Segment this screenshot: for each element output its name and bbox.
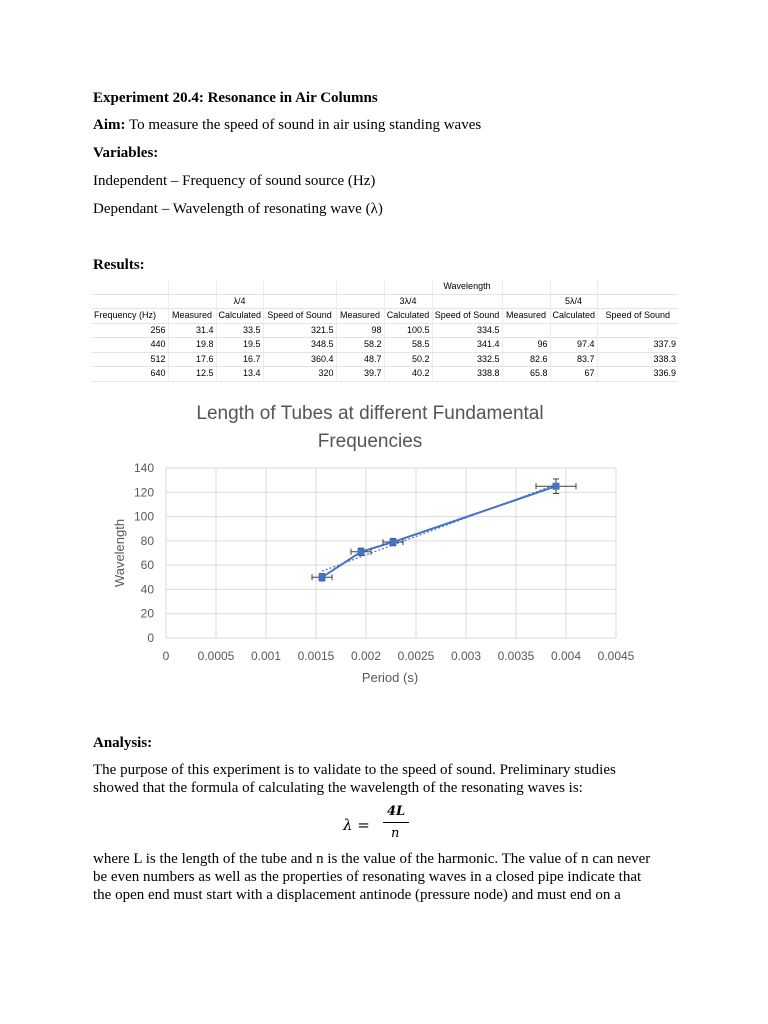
table-column-header: Calculated (216, 309, 263, 324)
table-cell (502, 323, 550, 338)
table-cell: 256 (92, 323, 168, 338)
table-column-header-row (92, 309, 678, 324)
chart-title: Length of Tubes at different Fundamental (196, 403, 544, 424)
table-cell: 320 (263, 367, 336, 382)
table-column-header: Frequency (Hz) (92, 309, 168, 324)
table-column-header: Measured (168, 309, 216, 324)
table-harmonic-label: 5λ/4 (550, 294, 597, 309)
table-cell: 65.8 (502, 367, 550, 382)
table-cell: 50.2 (384, 352, 432, 367)
table-cell: 321.5 (263, 323, 336, 338)
table-cell: 58.2 (336, 338, 384, 353)
table-cell: 512 (92, 352, 168, 367)
table-cell: 33.5 (216, 323, 263, 338)
x-tick-label: 0.0025 (397, 649, 435, 663)
table-harmonic-label: 3λ/4 (384, 294, 432, 309)
table-column-header: Speed of Sound (597, 309, 678, 324)
table-header-cell (432, 294, 502, 309)
table-header-cell (384, 280, 432, 294)
table-cell: 82.6 (502, 352, 550, 367)
y-tick-label: 60 (140, 558, 154, 573)
table-cell: 98 (336, 323, 384, 338)
table-cell: 19.5 (216, 338, 263, 353)
table-cell: 100.5 (384, 323, 432, 338)
table-cell: 13.4 (216, 367, 263, 382)
table-cell (597, 323, 678, 338)
table-row (92, 338, 678, 353)
dependent-variable: Dependant – Wavelength of resonating wave (λ) (93, 201, 383, 217)
table-cell: 97.4 (550, 338, 597, 353)
table-cell: 341.4 (432, 338, 502, 353)
y-tick-label: 100 (133, 509, 154, 524)
table-cell: 48.7 (336, 352, 384, 367)
table-header-cell (263, 280, 336, 294)
equation-lhs: λ = (343, 816, 370, 834)
table-header-cell (263, 294, 336, 309)
table-cell: 440 (92, 338, 168, 353)
table-harmonic-label: λ/4 (216, 294, 263, 309)
analysis-line-3: where L is the length of the tube and n is the value of the harmonic. The value of n can never (93, 851, 651, 867)
data-point (319, 574, 326, 581)
table-column-header: Measured (336, 309, 384, 324)
table-cell: 337.9 (597, 338, 678, 353)
table-cell: 338.3 (597, 352, 678, 367)
table-cell: 16.7 (216, 352, 263, 367)
y-tick-label: 40 (140, 582, 154, 597)
x-tick-label: 0.0045 (597, 649, 635, 663)
table-cell: 334.5 (432, 323, 502, 338)
table-header-cell (502, 294, 550, 309)
table-header-cell (92, 280, 168, 294)
x-tick-label: 0.0015 (297, 649, 335, 663)
table-column-header: Calculated (550, 309, 597, 324)
table-header-cell (336, 280, 384, 294)
table-header-cell (168, 280, 216, 294)
x-tick-label: 0.0035 (497, 649, 535, 663)
fraction-bar (383, 822, 409, 823)
variables-label: Variables: (93, 145, 159, 161)
results-label: Results: (93, 257, 145, 273)
data-point (390, 539, 397, 546)
series-line (322, 486, 556, 577)
table-cell: 348.5 (263, 338, 336, 353)
data-point (553, 483, 560, 490)
table-cell: 19.8 (168, 338, 216, 353)
table-header-cell (216, 280, 263, 294)
aim-text: To measure the speed of sound in air using standing waves (125, 117, 482, 133)
x-tick-label: 0.003 (450, 649, 482, 663)
table-header-cell (168, 294, 216, 309)
y-tick-label: 0 (147, 631, 154, 645)
x-axis-label: Period (s) (361, 670, 419, 685)
table-header-harmonic-row (92, 294, 678, 309)
table-cell: 12.5 (168, 367, 216, 382)
table-cell: 96 (502, 338, 550, 353)
y-tick-label: 120 (133, 485, 154, 500)
table-header-cell (336, 294, 384, 309)
analysis-line-1: The purpose of this experiment is to validate to the speed of sound. Preliminary studies (93, 762, 616, 778)
table-row (92, 323, 678, 338)
table-cell: 31.4 (168, 323, 216, 338)
analysis-line-4: be even numbers as well as the properties of resonating waves in a closed pipe indicate that (93, 869, 642, 885)
table-column-header: Speed of Sound (263, 309, 336, 324)
equation-numerator: 4L (387, 804, 406, 819)
x-tick-label: 0.001 (250, 649, 282, 663)
table-column-header: Measured (502, 309, 550, 324)
table-row (92, 367, 678, 382)
table-cell: 640 (92, 367, 168, 382)
table-header-cell: Wavelength (432, 280, 502, 294)
table-cell: 338.8 (432, 367, 502, 382)
y-tick-label: 140 (133, 461, 154, 475)
table-column-header: Calculated (384, 309, 432, 324)
chart-title: Frequencies (317, 431, 423, 452)
table-header-cell (597, 280, 678, 294)
x-tick-label: 0.002 (350, 649, 382, 663)
x-tick-label: 0 (162, 649, 170, 663)
table-row (92, 352, 678, 367)
table-header-group-row (92, 280, 678, 294)
results-table (92, 280, 678, 382)
y-tick-label: 80 (140, 533, 154, 548)
data-point (358, 548, 365, 555)
table-cell: 83.7 (550, 352, 597, 367)
x-tick-label: 0.004 (550, 649, 582, 663)
table-cell: 40.2 (384, 367, 432, 382)
table-cell: 336.9 (597, 367, 678, 382)
y-axis-label: Wavelength (112, 518, 127, 588)
table-cell: 360.4 (263, 352, 336, 367)
table-header-cell (550, 280, 597, 294)
aim-line (93, 116, 481, 134)
table-column-header: Speed of Sound (432, 309, 502, 324)
analysis-line-2: showed that the formula of calculating the wavelength of the resonating waves is: (93, 780, 583, 796)
x-tick-label: 0.0005 (197, 649, 235, 663)
aim-label: Aim: (93, 117, 126, 133)
independent-variable: Independent – Frequency of sound source (Hz) (93, 173, 376, 189)
y-tick-label: 20 (140, 606, 154, 621)
table-cell (550, 323, 597, 338)
table-cell: 332.5 (432, 352, 502, 367)
chart (100, 395, 660, 695)
table-cell: 58.5 (384, 338, 432, 353)
table-header-cell (502, 280, 550, 294)
table-header-cell (597, 294, 678, 309)
table-cell: 39.7 (336, 367, 384, 382)
analysis-line-5: the open end must start with a displacement antinode (pressure node) and must end on a (93, 887, 621, 903)
table-cell: 17.6 (168, 352, 216, 367)
table-cell: 67 (550, 367, 597, 382)
table-header-cell (92, 294, 168, 309)
analysis-label: Analysis: (93, 735, 153, 751)
equation-denominator: n (391, 826, 400, 841)
document-title: Experiment 20.4: Resonance in Air Columns (93, 90, 378, 106)
